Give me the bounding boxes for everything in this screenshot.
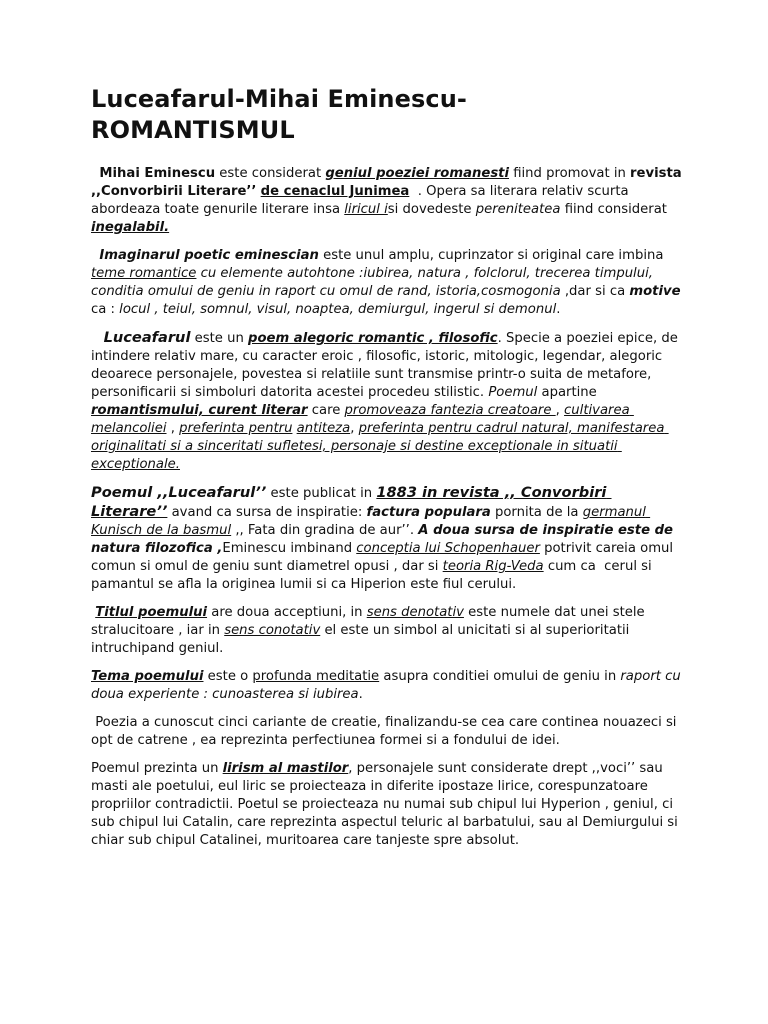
text-run: . [358,687,363,702]
title-line-1: Luceafarul-Mihai Eminescu- [91,85,467,113]
text-run: sens denotativ [366,605,464,620]
text-run: fiind considerat [560,202,672,217]
text-run: care [307,403,345,418]
paragraph [91,484,685,594]
document-title [91,84,685,146]
text-run: este numele dat unei stele stralucitoare , iar in [91,605,649,638]
text-run: A doua sursa de inspiratie este de natura filozofica , [91,523,678,556]
text-run: Imaginarul poetic eminescian [99,248,319,263]
text-run: promoveaza fantezia creatoare [344,403,556,418]
text-run: geniul poeziei romanesti [325,166,510,181]
text-run: antiteza [296,421,351,436]
text-run: sens conotativ [224,623,321,638]
text-run: Eminescu imbinand [222,541,357,556]
text-run: , personajele sunt considerate drept ,,voci’’ sau masti ale poetului, eul liric se proiecteaza in diferite ipostaze lirice, corespunzatoare propriilor contradictii. Poetul se proiecteaza nu numai sub chipul lui Hyperion , geniul, ci sub chipul lui Catalin, care reprezinta aspectul teluric al barbatului, sau al Demiurgului si chiar sub chipul Catalinei, muritoarea care tanjeste spre absolut. [91,761,683,848]
text-run: de cenaclul Junimea [260,184,410,199]
text-run: . [556,302,561,317]
text-run: Luceafarul [103,329,191,346]
text-run: preferinta pentru cadrul natural, manifestarea originalitati si a sinceritati sufletesi, personaje si destine exceptionale in situatii exceptionale. [91,421,669,472]
paragraph [91,668,685,704]
text-run: este o [203,669,253,684]
text-run: preferinta pentru [179,421,293,436]
text-run: inegalabil. [91,220,170,235]
text-run: Poezia a cunoscut cinci cariante de creatie, finalizandu-se cea care continea nouazeci si opt de catrene , ea reprezinta perfectiunea formei si a fondului de idei. [91,715,681,748]
text-run: teme romantice [91,266,197,281]
text-run: revista ,,Convorbirii Literare’’ [91,166,687,199]
text-run: este considerat [215,166,326,181]
paragraph [91,714,685,750]
text-run: factura populara [366,505,491,520]
text-run: motive [629,284,681,299]
text-run: teoria Rig-Veda [442,559,544,574]
text-run: ,dar si ca [560,284,630,299]
paragraph [91,760,685,850]
text-run: poem alegoric romantic , filosofic [248,331,498,346]
text-run: conceptia lui Schopenhauer [356,541,540,556]
document-page [91,84,685,860]
text-run: avand ca sursa de inspiratie: [167,505,367,520]
title-line-2: ROMANTISMUL [91,116,295,144]
text-run: Mihai Eminescu [99,166,216,181]
text-run: Poemul ,,Luceafarul’’ [91,484,267,501]
text-run: are doua acceptiuni, in [207,605,367,620]
text-run: Poemul [488,385,538,400]
text-run: Tema poemului [91,669,204,684]
text-run: , [166,421,180,436]
paragraph [91,165,685,237]
text-run: raport cu doua experiente : cunoasterea si iubirea [91,669,685,702]
document-body [91,165,685,850]
text-run: este un [190,331,249,346]
text-run: este unul amplu, cuprinzator si original care imbina [318,248,668,263]
text-run: , [555,403,565,418]
text-run: pereniteatea [475,202,561,217]
paragraph [91,329,685,474]
text-run: locul , teiul, somnul, visul, noaptea, demiurgul, ingerul si demonul [119,302,557,317]
text-run: , [350,421,359,436]
text-run: si dovedeste [387,202,476,217]
text-run: 1883 in revista ,, Convorbiri Literare’’ [91,484,612,520]
text-run: potrivit careia omul comun si omul de geniu sunt diametrel opusi , dar si [91,541,678,574]
text-run: cu elemente autohtone :iubirea, natura , folclorul, trecerea timpului, conditia omului de geniu in raport cu omul de rand, istoria,cosmogonia [91,266,658,299]
text-run: este publicat in [266,486,377,501]
text-run: cultivarea melancoliei [91,403,634,436]
text-run: ca : [91,284,685,317]
text-run: el este un simbol al unicitati si al superioritatii intruchipand geniul. [91,623,634,656]
paragraph [91,247,685,319]
text-run: liricul i [344,202,388,217]
text-run: fiind promovat in [509,166,631,181]
text-run: . Opera sa literara relativ scurta abordeaza toate genurile literare insa [91,184,633,217]
text-run: apartine [537,385,601,400]
text-run: romantismului, curent literar [91,403,308,418]
text-run: germanul Kunisch de la basmul [91,505,651,538]
text-run: lirism al mastilor [222,761,349,776]
text-run: . Specie a poeziei epice, de intindere relativ mare, cu caracter eroic , filosofic, istoric, mitologic, legendar, alegoric deoarece personajele, povestea si relatiile sunt transmise printr-o suita de metafore, personificarii si simboluri datorita acestei procedeu stilistic. [91,331,683,400]
text-run: pornita de la [490,505,583,520]
text-run: Titlul poemului [95,605,208,620]
text-run: ,, Fata din gradina de aur’’. [231,523,419,538]
text-run: Poemul prezinta un [91,761,223,776]
paragraph [91,604,685,658]
text-run [91,331,104,346]
text-run: profunda meditatie [252,669,380,684]
text-run: asupra conditiei omului de geniu in [379,669,621,684]
text-run: cum ca cerul si pamantul se afla la originea lumii si ca Hiperion este fiul cerului. [91,559,656,592]
